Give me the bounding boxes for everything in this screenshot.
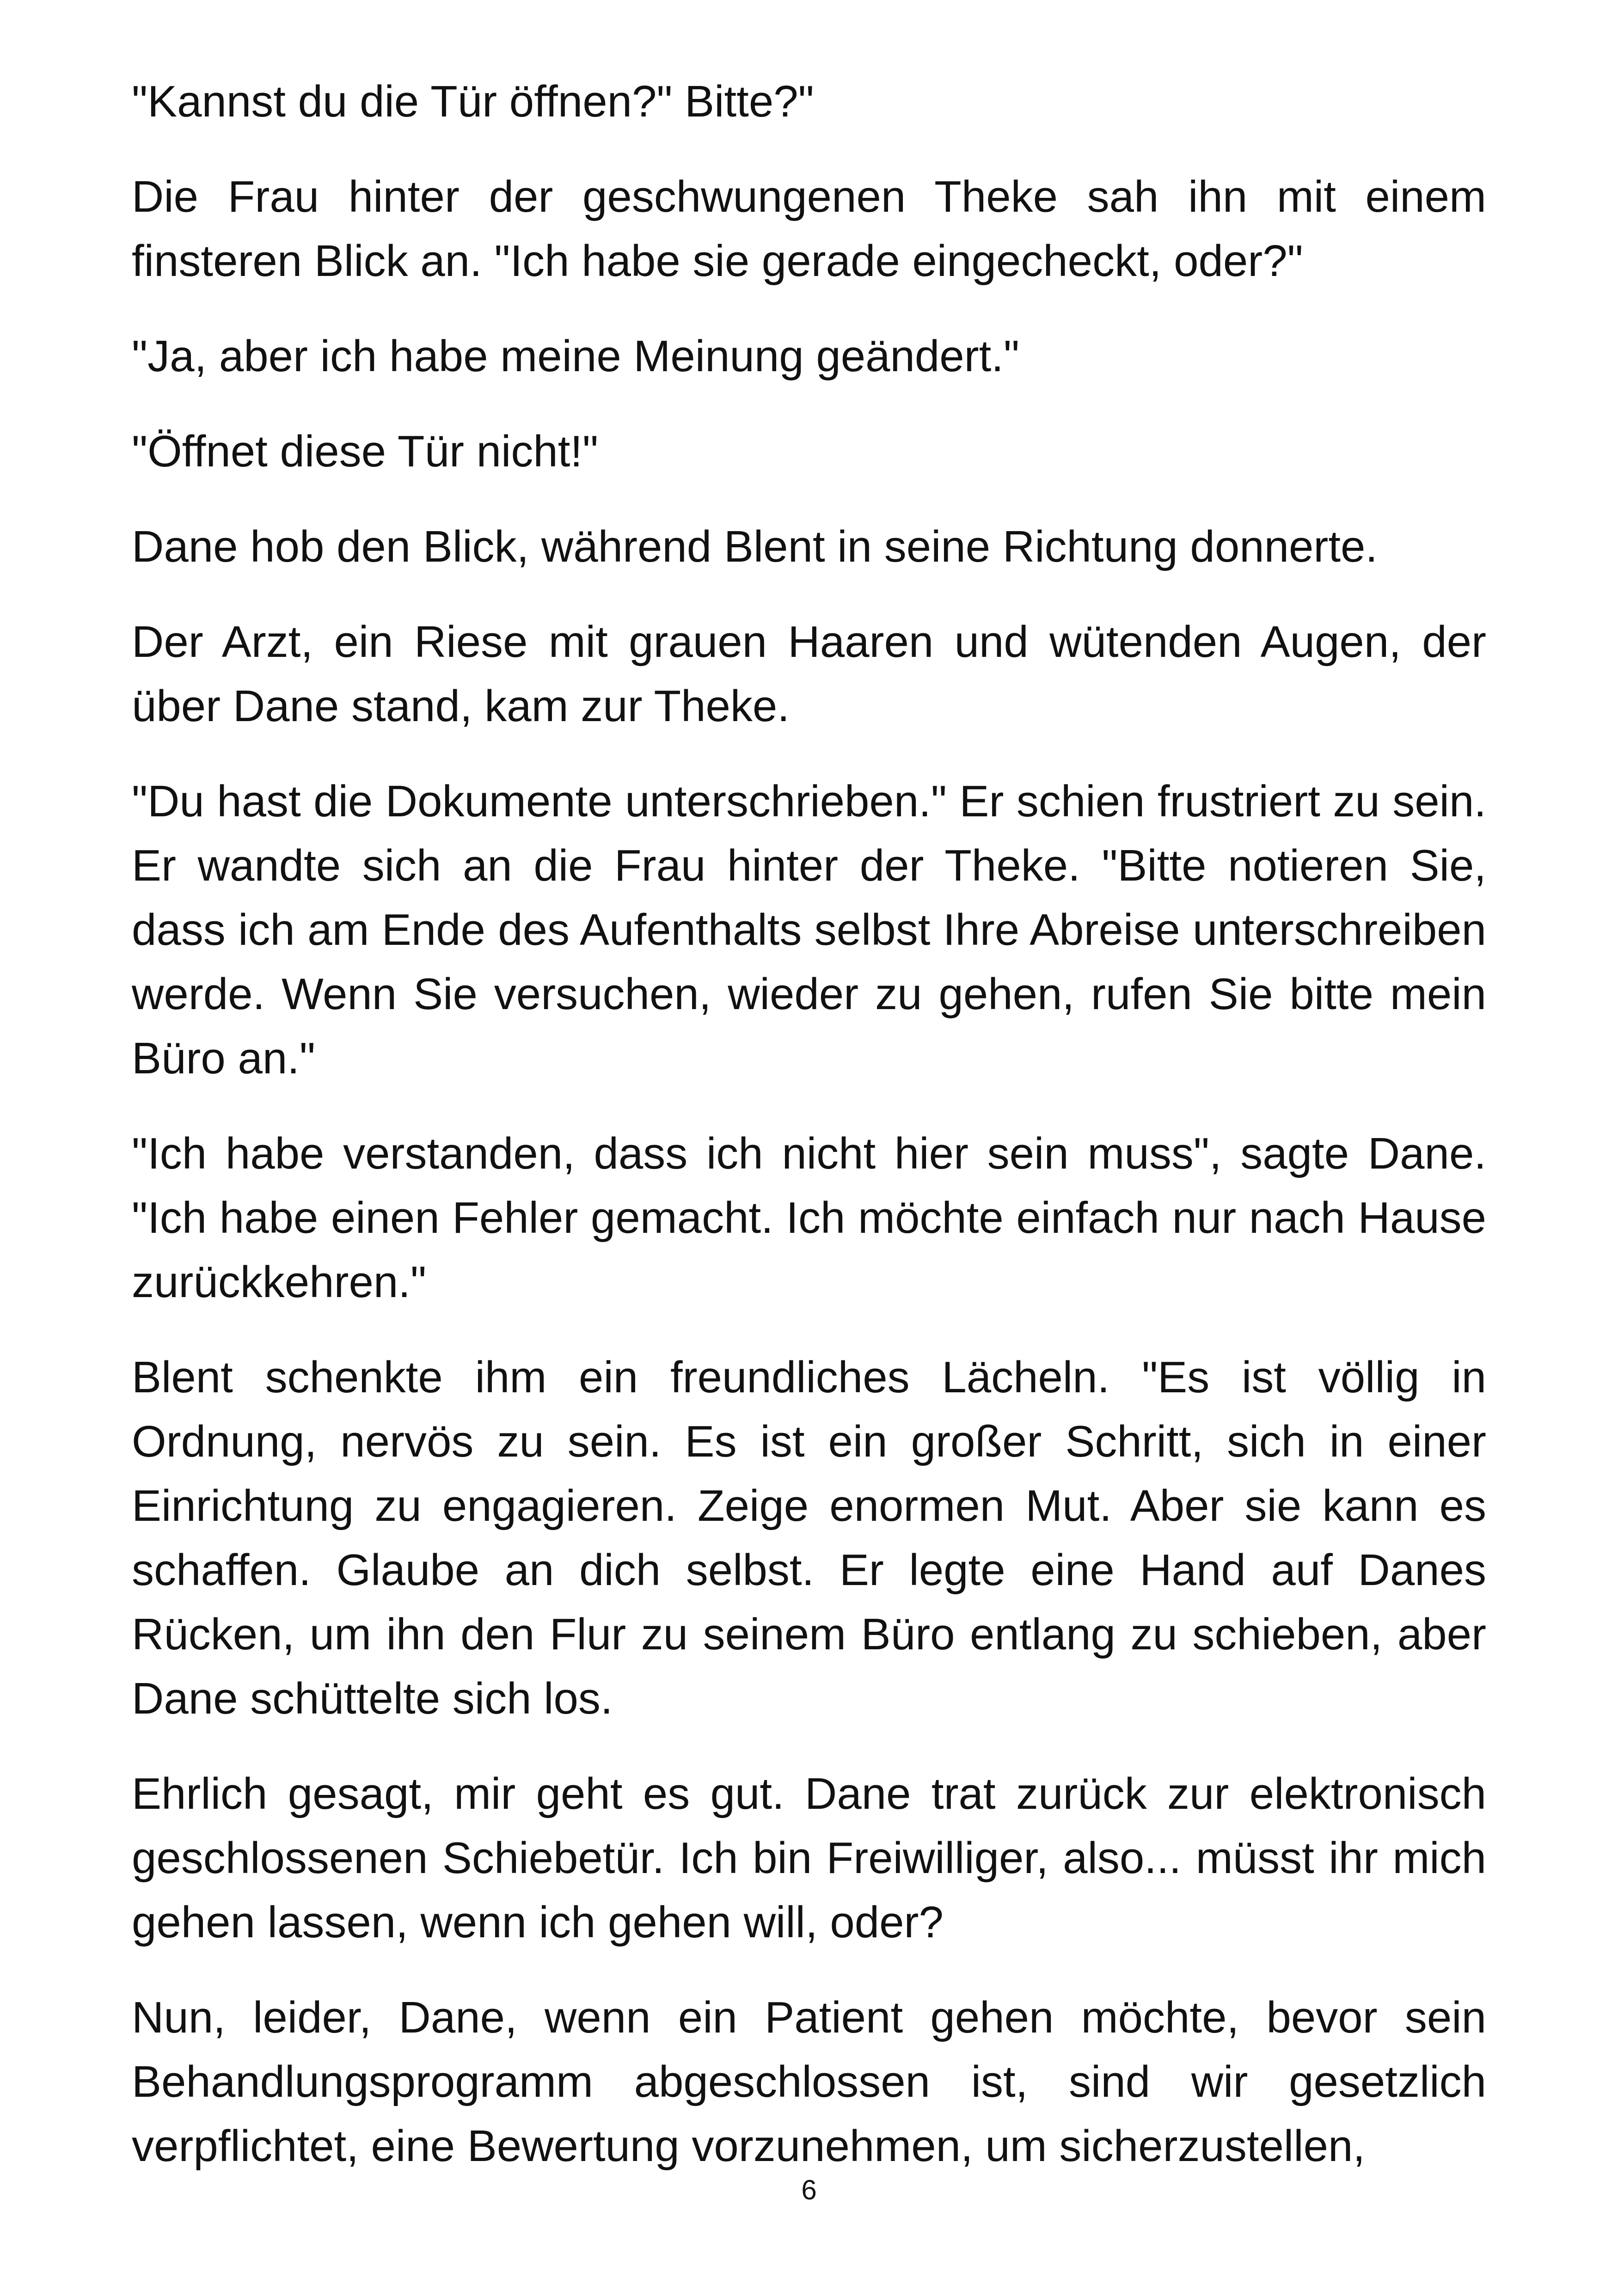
paragraph-1: "Kannst du die Tür öffnen?" Bitte?"	[132, 77, 814, 126]
paragraph-6: Der Arzt, ein Riese mit grauen Haaren und wütenden Augen, der über Dane stand, kam zur Theke.	[132, 617, 1486, 731]
paragraph-11: Nun, leider, Dane, wenn ein Patient gehen möchte, bevor sein Behandlungsprogramm abgeschlossen ist, sind wir gesetzlich verpflichtet, eine Bewertung vorzunehmen, um sicherzustellen,	[132, 1993, 1486, 2171]
paragraph-5: Dane hob den Blick, während Blent in seine Richtung donnerte.	[132, 522, 1378, 571]
paragraph-2: Die Frau hinter der geschwungenen Theke sah ihn mit einem finsteren Blick an. "Ich habe sie gerade eingecheckt, oder?"	[132, 172, 1486, 286]
paragraph-9: Blent schenkte ihm ein freundliches Lächeln. "Es ist völlig in Ordnung, nervös zu sein. Es ist ein großer Schritt, sich in einer Einrichtung zu engagieren. Zeige enormen Mut. Aber sie kann es schaffen. Glaube an dich selbst. Er legte eine Hand auf Danes Rücken, um ihn den Flur zu seinem Büro entlang zu schieben, aber Dane schüttelte sich los.	[132, 1353, 1486, 1723]
paragraph-4: "Öffnet diese Tür nicht!"	[132, 427, 599, 476]
page-number: 6	[801, 2174, 817, 2205]
paragraph-8: "Ich habe verstanden, dass ich nicht hier sein muss", sagte Dane. "Ich habe einen Fehler gemacht. Ich möchte einfach nur nach Hause zurückkehren."	[132, 1129, 1486, 1307]
paragraph-3: "Ja, aber ich habe meine Meinung geändert."	[132, 331, 1020, 381]
body-text	[132, 69, 1486, 2209]
paragraph-10: Ehrlich gesagt, mir geht es gut. Dane trat zurück zur elektronisch geschlossenen Schiebetür. Ich bin Freiwilliger, also... müsst ihr mich gehen lassen, wenn ich gehen will, oder?	[132, 1769, 1486, 1947]
paragraph-7: "Du hast die Dokumente unterschrieben." Er schien frustriert zu sein. Er wandte sich an die Frau hinter der Theke. "Bitte notieren Sie, dass ich am Ende des Aufenthalts selbst Ihre Abreise unterschreiben werde. Wenn Sie versuchen, wieder zu gehen, rufen Sie bitte mein Büro an."	[132, 777, 1486, 1083]
